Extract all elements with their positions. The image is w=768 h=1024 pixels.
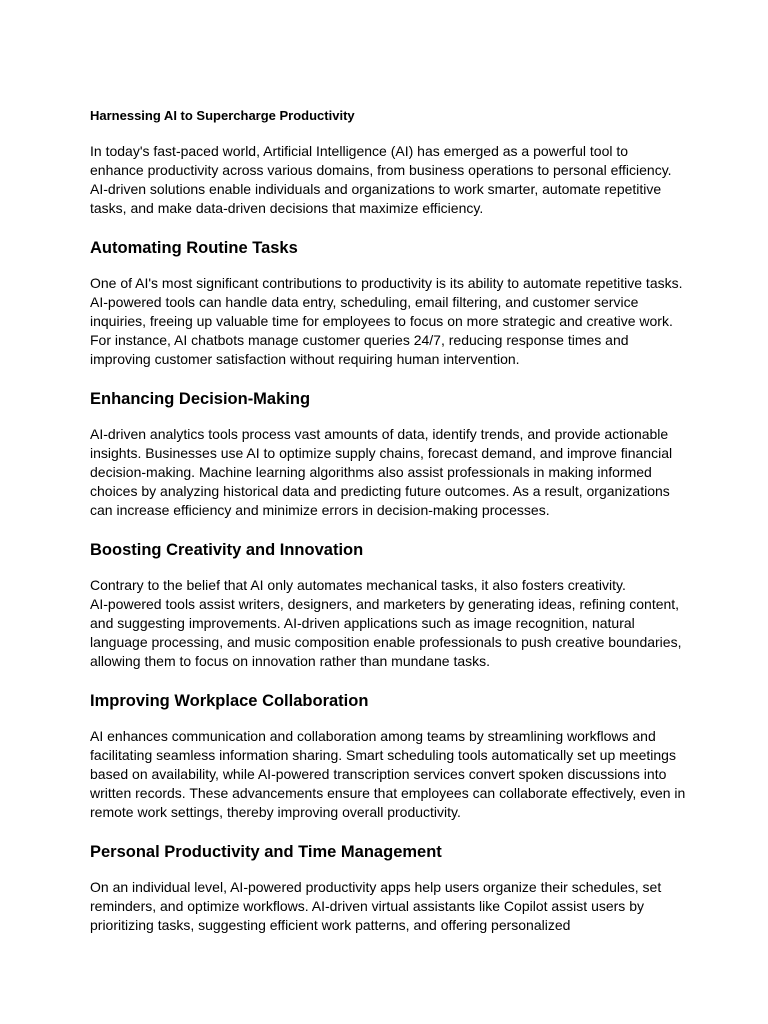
paragraph-line: facilitating seamless information sharing. Smart scheduling tools automatically set up meetings [90, 747, 676, 763]
section-paragraph [90, 727, 690, 822]
paragraph-line: decision-making. Machine learning algorithms also assist professionals in making informed [90, 464, 652, 480]
section-boosting-creativity [90, 539, 690, 671]
paragraph-line: based on availability, while AI-powered transcription services convert spoken discussions into [90, 766, 667, 782]
paragraph-line: remote work settings, thereby improving overall productivity. [90, 804, 461, 820]
section-paragraph [90, 274, 690, 369]
paragraph-line: Contrary to the belief that AI only automates mechanical tasks, it also fosters creativity. [90, 577, 626, 593]
paragraph-line: One of AI's most significant contributions to productivity is its ability to automate repetitive tasks. [90, 275, 683, 291]
paragraph-line: AI enhances communication and collaboration among teams by streamlining workflows and [90, 728, 656, 744]
intro-line: tasks, and make data-driven decisions that maximize efficiency. [90, 200, 484, 216]
paragraph-line: written records. These advancements ensure that employees can collaborate effectively, even in [90, 785, 686, 801]
paragraph-line: language processing, and music composition enable professionals to push creative boundaries, [90, 634, 682, 650]
paragraph-line: For instance, AI chatbots manage customer queries 24/7, reducing response times and [90, 332, 629, 348]
intro-line: enhance productivity across various domains, from business operations to personal efficiency. [90, 162, 672, 178]
section-personal-productivity [90, 841, 690, 935]
paragraph-line: choices by analyzing historical data and predicting future outcomes. As a result, organizations [90, 483, 670, 499]
section-automating-routine-tasks [90, 237, 690, 369]
section-paragraph [90, 576, 690, 671]
section-workplace-collaboration [90, 690, 690, 822]
intro-paragraph [90, 142, 690, 218]
paragraph-line: AI-powered tools assist writers, designers, and marketers by generating ideas, refining content, [90, 596, 680, 612]
section-enhancing-decision-making [90, 388, 690, 520]
section-paragraph [90, 878, 690, 935]
intro-line: AI-driven solutions enable individuals and organizations to work smarter, automate repetitive [90, 181, 662, 197]
section-heading: Improving Workplace Collaboration [90, 692, 369, 710]
document-title: Harnessing AI to Supercharge Productivity [90, 108, 355, 123]
section-heading: Enhancing Decision-Making [90, 390, 311, 408]
paragraph-line: can increase efficiency and minimize errors in decision-making processes. [90, 502, 550, 518]
paragraph-line: reminders, and optimize workflows. AI-driven virtual assistants like Copilot assist users by [90, 898, 644, 914]
paragraph-line: prioritizing tasks, suggesting efficient work patterns, and offering personalized [90, 917, 571, 933]
document-content [90, 107, 690, 935]
paragraph-line: AI-powered tools can handle data entry, scheduling, email filtering, and customer service [90, 294, 639, 310]
paragraph-line: AI-driven analytics tools process vast amounts of data, identify trends, and provide actionable [90, 426, 669, 442]
paragraph-line: inquiries, freeing up valuable time for employees to focus on more strategic and creative work. [90, 313, 673, 329]
paragraph-line: allowing them to focus on innovation rather than mundane tasks. [90, 653, 491, 669]
intro-line: In today's fast-paced world, Artificial Intelligence (AI) has emerged as a powerful tool to [90, 143, 629, 159]
section-heading: Personal Productivity and Time Management [90, 843, 442, 861]
paragraph-line: improving customer satisfaction without requiring human intervention. [90, 351, 520, 367]
paragraph-line: On an individual level, AI-powered productivity apps help users organize their schedules, set [90, 879, 662, 895]
section-paragraph [90, 425, 690, 520]
section-heading: Boosting Creativity and Innovation [90, 541, 364, 559]
paragraph-line: and suggesting improvements. AI-driven applications such as image recognition, natural [90, 615, 635, 631]
section-heading: Automating Routine Tasks [90, 239, 298, 257]
paragraph-line: insights. Businesses use AI to optimize supply chains, forecast demand, and improve financial [90, 445, 673, 461]
